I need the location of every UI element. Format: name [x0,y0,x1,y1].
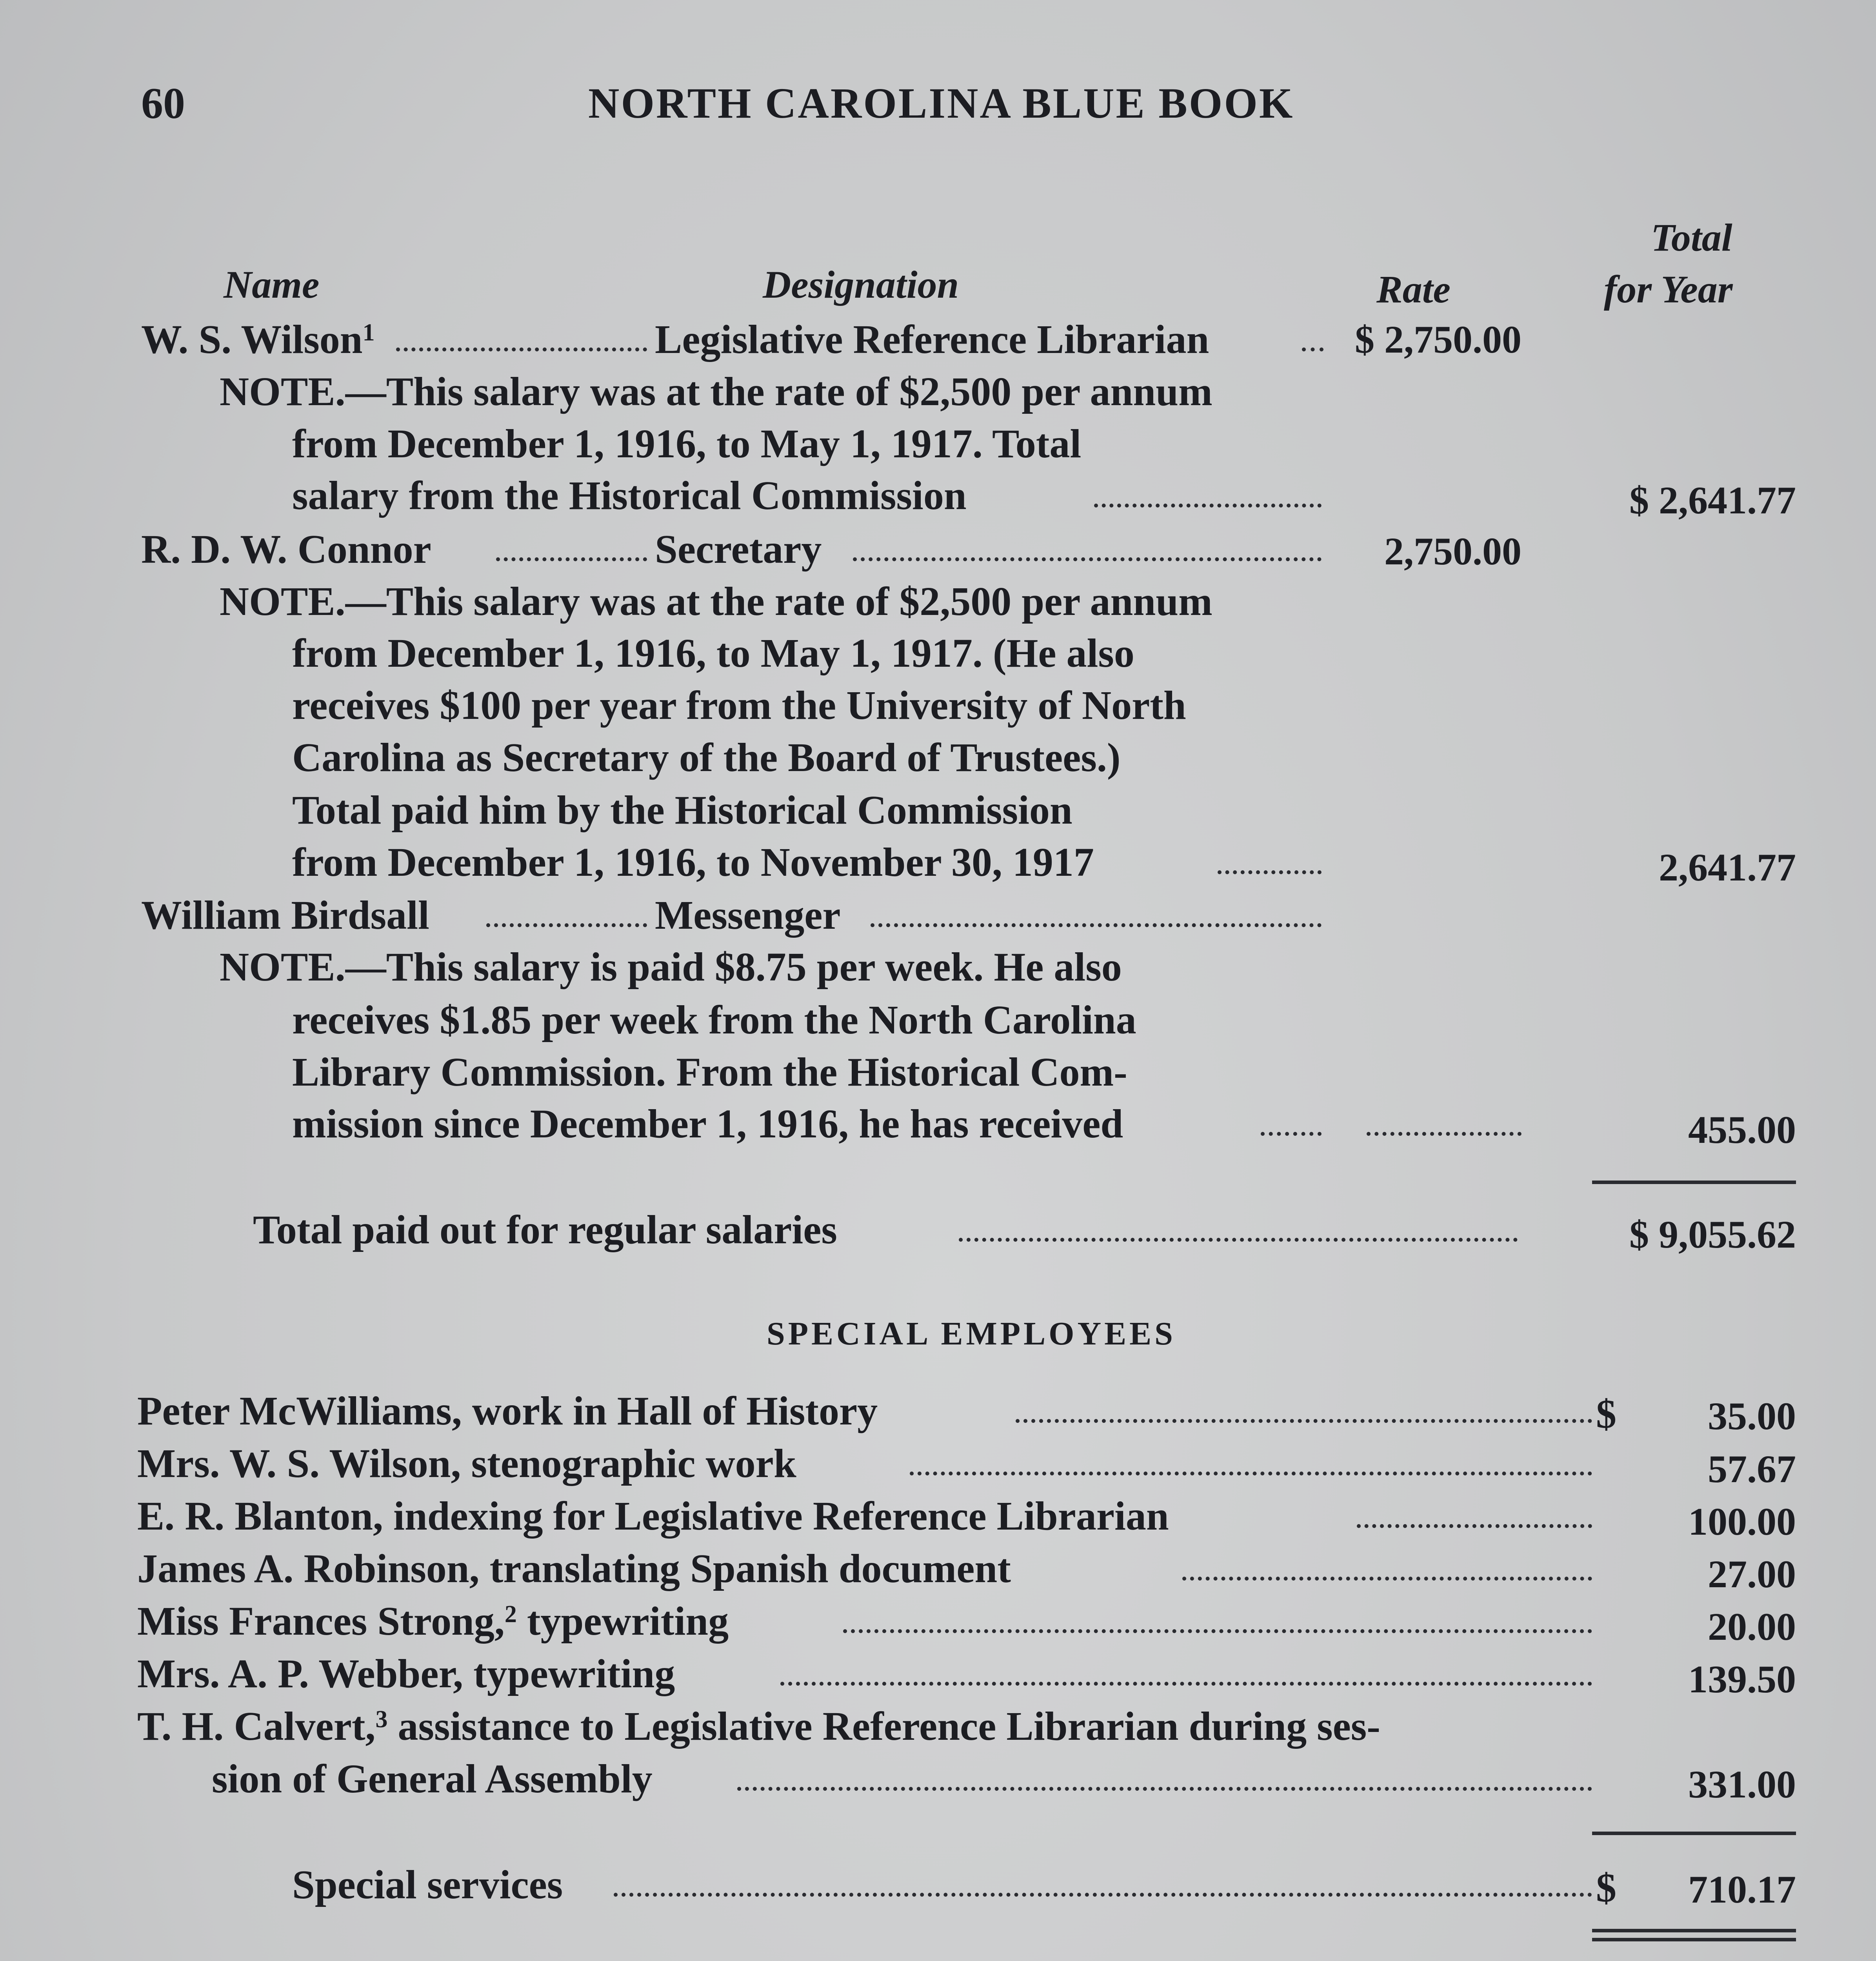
note-line: NOTE.—This salary was at the rate of $2,500 per annum [220,369,1212,414]
special-item-value: 57.67 [1708,1447,1796,1491]
employee-name: William Birdsall [141,893,429,938]
leader-dots [1357,1520,1592,1528]
special-item-continued: sion of General Assembly [212,1756,653,1801]
column-designation: Designation [763,263,959,306]
note-line: mission since December 1, 1916, he has received [292,1101,1123,1146]
dollar-sign: $ [1596,1392,1616,1437]
special-item: T. H. Calvert,$^3$ assistance to Legislative Reference Librarian during ses- [137,1704,1380,1749]
note-line: NOTE.—This salary was at the rate of $2,500 per annum [220,579,1212,624]
leader-dots [780,1678,1592,1686]
leader-dots [737,1783,1592,1791]
note-line: NOTE.—This salary is paid $8.75 per week. He also [220,944,1122,990]
employee-total: 2,641.77 [1659,846,1796,889]
note-line: Library Commission. From the Historical Com- [292,1050,1127,1095]
note-line: receives $100 per year from the University of North [292,683,1186,728]
special-item-value: 35.00 [1708,1394,1796,1438]
leader-dots [1302,344,1323,351]
leader-dots [1367,1128,1522,1136]
leader-dots [1094,500,1322,508]
note-line: from December 1, 1916, to May 1, 1917. (He also [292,631,1134,676]
regular-total-label: Total paid out for regular salaries [253,1207,837,1252]
leader-dots [1218,866,1322,874]
employee-rate: $ 2,750.00 [1355,318,1522,361]
special-item-value: 139.50 [1688,1657,1796,1701]
employee-total: 455.00 [1688,1108,1796,1151]
employee-designation: Messenger [655,893,841,938]
column-total-line2: for Year [1604,267,1733,311]
leader-dots [614,1889,1592,1897]
sum-rule [1592,1181,1796,1184]
footnote-mark: 1 [362,319,375,346]
note-line: salary from the Historical Commission [292,473,967,518]
note-line: receives $1.85 per week from the North Carolina [292,997,1136,1042]
special-item: Miss Frances Strong,$^2$ typewriting [137,1599,729,1644]
leader-dots [496,553,647,561]
special-item-value: 27.00 [1708,1552,1796,1596]
leader-dots [871,919,1322,927]
special-item: Mrs. A. P. Webber, typewriting [137,1651,675,1696]
special-item-value: 100.00 [1688,1500,1796,1543]
leader-dots [853,553,1322,561]
special-total-value: 710.17 [1688,1868,1796,1911]
leader-dots [396,344,647,351]
leader-dots [843,1625,1592,1633]
note-line: from December 1, 1916, to May 1, 1917. Total [292,421,1082,466]
employee-rate: 2,750.00 [1384,529,1522,573]
dollar-sign: $ [1596,1865,1616,1910]
note-line: from December 1, 1916, to November 30, 1917 [292,840,1094,885]
column-rate: Rate [1376,267,1451,311]
leader-dots [1182,1573,1592,1581]
page-number: 60 [141,79,185,128]
employee-name: R. D. W. Connor [141,527,431,572]
note-line: Total paid him by the Historical Commission [292,788,1073,833]
employee-designation: Secretary [655,527,822,572]
special-item: E. R. Blanton, indexing for Legislative Reference Librarian [137,1493,1169,1539]
double-rule [1592,1929,1796,1941]
note-line: Carolina as Secretary of the Board of Trustees.) [292,735,1121,780]
column-name: Name [224,263,320,306]
leader-dots [1016,1415,1592,1423]
leader-dots [959,1234,1518,1242]
employee-name: W. S. Wilson$^1$ [141,317,375,362]
footnote-mark: 3 [375,1706,388,1733]
section-heading: SPECIAL EMPLOYEES [767,1315,1176,1352]
special-item: Peter McWilliams, work in Hall of History [137,1388,878,1433]
employee-total: $ 2,641.77 [1629,478,1796,522]
page-title: NORTH CAROLINA BLUE BOOK [588,79,1294,127]
special-item: James A. Robinson, translating Spanish document [137,1546,1011,1591]
employee-designation: Legislative Reference Librarian [655,317,1209,362]
leader-dots [1261,1128,1322,1136]
leader-dots [910,1468,1592,1475]
special-item-value: 20.00 [1708,1605,1796,1648]
special-total-label: Special services [292,1862,563,1907]
leader-dots [486,919,647,927]
special-item: Mrs. W. S. Wilson, stenographic work [137,1441,796,1486]
footnote-mark: 2 [504,1601,517,1628]
special-item-value: 331.00 [1688,1763,1796,1806]
regular-total-value: $ 9,055.62 [1629,1213,1796,1256]
sum-rule [1592,1832,1796,1835]
column-total-line1: Total [1651,216,1732,259]
